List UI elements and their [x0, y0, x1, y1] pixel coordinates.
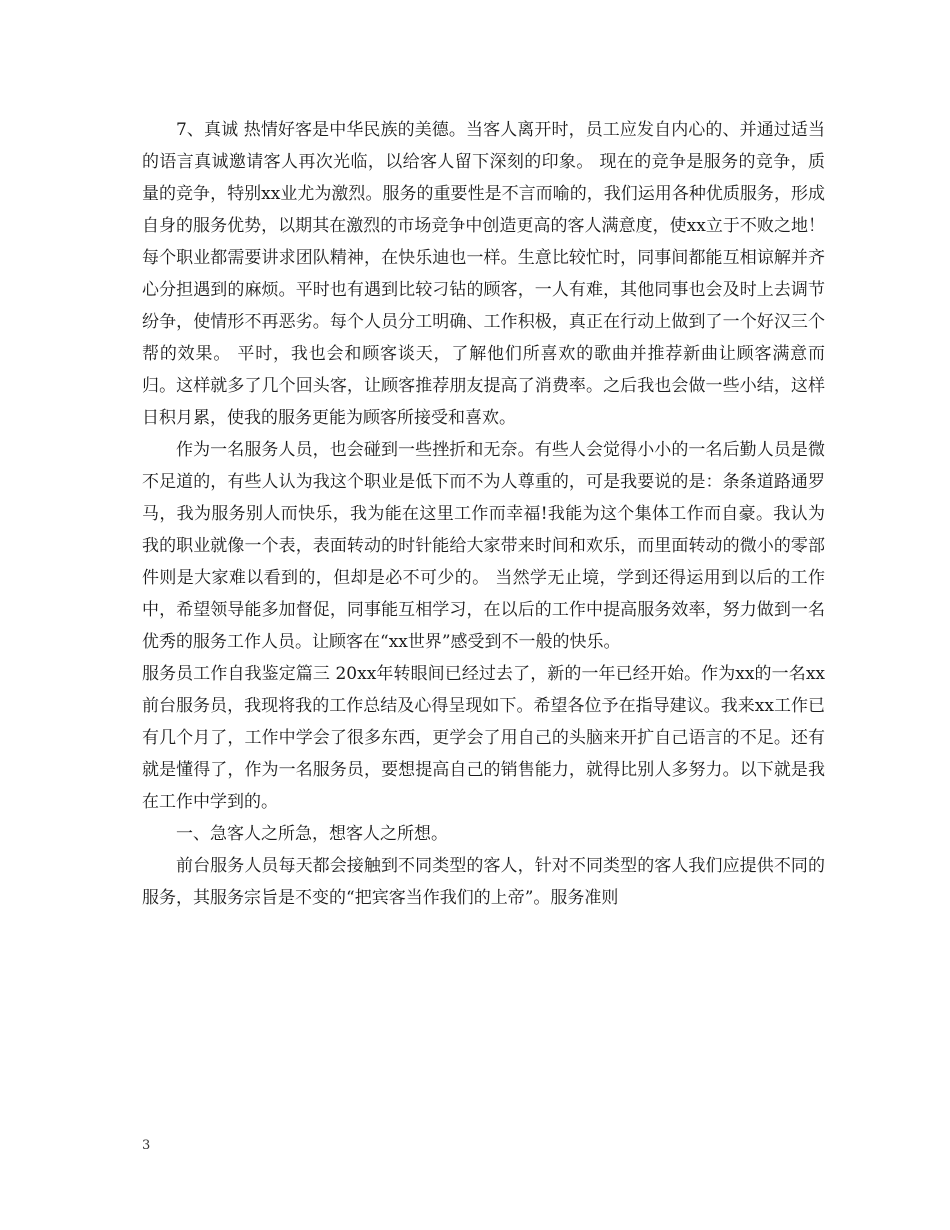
paragraph-1: 7、真诚 热情好客是中华民族的美德。当客人离开时，员工应发自内心的、并通过适当的语言真诚邀请客人再次光临，以给客人留下深刻的印象。 现在的竞争是服务的竞争，质量的竞争，特别xx业尤为激烈。服务的重要性是不言而喻的，我们运用各种优质服务，形成自身的服务优势，以期其在激烈的市场竞争中创造更高的客人满意度，使xx立于不败之地！ 每个职业都需要讲求团队精神，在快乐迪也一样。生意比较忙时，同事间都能互相谅解并齐心分担遇到的麻烦。平时也有遇到比较刁钻的顾客，一人有难，其他同事也会及时上去调节纷争，使情形不再恶劣。每个人员分工明确、工作积极，真正在行动上做到了一个好汉三个帮的效果。 平时，我也会和顾客谈天，了解他们所喜欢的歌曲并推荐新曲让顾客满意而归。这样就多了几个回头客，让顾客推荐朋友提高了消费率。之后我也会做一些小结，这样日积月累，使我的服务更能为顾客所接受和喜欢。 [142, 120, 825, 428]
document-body [142, 114, 825, 914]
paragraph-2: 作为一名服务人员，也会碰到一些挫折和无奈。有些人会觉得小小的一名后勤人员是微不足道的，有些人认为我这个职业是低下而不为人尊重的，可是我要说的是：条条道路通罗马，我为服务别人而快乐，我为能在这里工作而幸福!我能为这个集体工作而自豪。我认为我的职业就像一个表，表面转动的时针能给大家带来时间和欢乐，而里面转动的微小的零部件则是大家难以看到的，但却是必不可少的。 当然学无止境，学到还得运用到以后的工作中，希望领导能多加督促，同事能互相学习，在以后的工作中提高服务效率，努力做到一名优秀的服务工作人员。让顾客在“xx世界”感受到不一般的快乐。 [142, 440, 825, 652]
page-number: 3 [142, 1138, 151, 1153]
paragraph-4: 一、急客人之所急，想客人之所想。 [176, 824, 448, 844]
paragraph-3: 服务员工作自我鉴定篇三 20xx年转眼间已经过去了，新的一年已经开始。作为xx的一名xx前台服务员，我现将我的工作总结及心得呈现如下。希望各位予在指导建议。我来xx工作已有几个月了，工作中学会了很多东西，更学会了用自己的头脑来开扩自己语言的不足。还有就是懂得了，作为一名服务员，要想提高自己的销售能力，就得比别人多努力。以下就是我在工作中学到的。 [142, 664, 825, 812]
paragraph-5: 前台服务人员每天都会接触到不同类型的客人，针对不同类型的客人我们应提供不同的服务，其服务宗旨是不变的“把宾客当作我们的上帝”。服务准则 [142, 856, 825, 908]
